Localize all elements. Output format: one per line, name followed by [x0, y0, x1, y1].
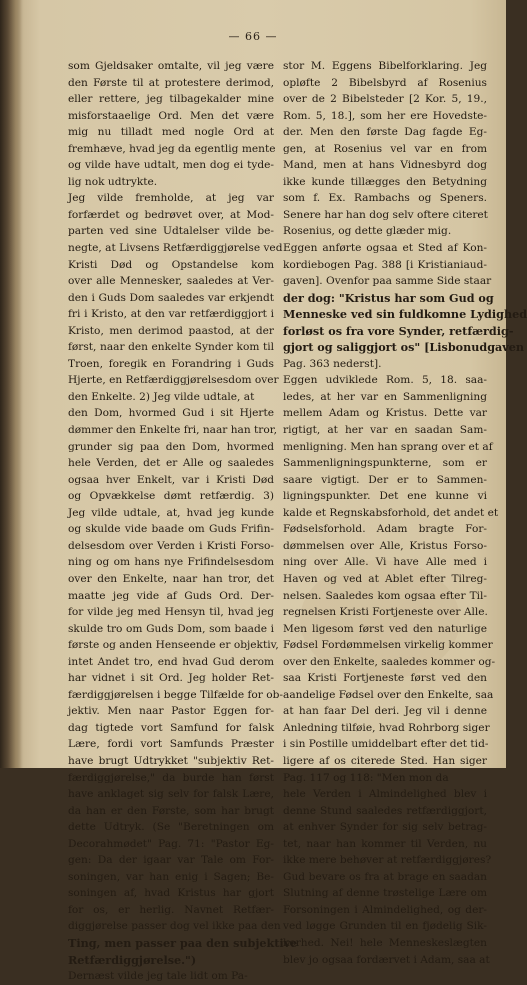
text-line: gen, at Rosenius vel var en from	[283, 142, 487, 155]
text-line: gjort og saliggjort os" [Lisbonudgaven	[283, 340, 525, 355]
text-line: saare vigtigt. Der er to Sammen-	[283, 473, 487, 486]
page-number: — 66 —	[228, 30, 278, 43]
text-line: menligning. Men han sprang over et af	[283, 440, 493, 453]
text-line: ikke mere behøver at retfærdiggjøres?	[283, 854, 492, 867]
text-line: Jeg vilde fremholde, at jeg var	[68, 192, 274, 205]
text-line: har vidnet i sit Ord. Jeg holder Ret-	[68, 672, 274, 685]
text-line: første og anden Henseende er objektiv,	[68, 639, 279, 652]
text-line: Troen, foregik en Forandring i Guds	[68, 357, 274, 370]
text-line: ning over Alle. Vi have Alle med i	[283, 556, 487, 569]
text-line: saa Kristi Fortjeneste først ved den	[283, 672, 487, 685]
text-line: lig nok udtrykte.	[68, 175, 158, 188]
text-line: over den Enkelte, saaledes kommer og-	[283, 655, 496, 668]
text-line: maatte jeg vide af Guds Ord. Der-	[68, 589, 274, 602]
text-line: den Enkelte. 2) Jeg vilde udtale, at	[68, 390, 255, 403]
text-line: og Opvækkelse dømt retfærdig. 3)	[68, 490, 274, 503]
text-line: Sammenligningspunkterne, som er	[283, 457, 487, 470]
text-line: Jeg vilde udtale, at, hvad jeg kunde	[68, 506, 274, 519]
text-line: intet Andet tro, end hvad Gud derom	[68, 655, 274, 668]
text-line: kordiebogen Pag. 388 [i Kristianiaud-	[283, 258, 487, 271]
text-line: Fødsel Fordømmelsen virkelig kommer	[283, 639, 493, 652]
text-line: Pag. 117 og 118: "Men mon da	[283, 771, 449, 784]
text-line: stor M. Eggens Bibelforklaring. Jeg	[283, 60, 487, 72]
text-line: Senere har han dog selv oftere citeret	[283, 208, 488, 221]
text-line: misforstaaelige Ord. Men det være	[68, 109, 274, 122]
text-line: som f. Ex. Rambachs og Speners.	[283, 192, 487, 205]
text-line: soningen af, hvad Kristus har gjort	[68, 887, 274, 900]
text-line: Decorahmødet" Pag. 71: "Pastor Eg-	[68, 837, 274, 850]
text-line: opløfte 2 Bibelsbyrd af Rosenius	[283, 76, 487, 89]
right-column	[283, 58, 527, 968]
text-line: ligningspunkter. Det ene kunne vi	[283, 490, 487, 503]
text-line: nelsen. Saaledes kom ogsaa efter Til-	[283, 589, 487, 602]
text-line: soningen, var han enig i Sagen; Be-	[68, 870, 274, 883]
text-line: have anklaget sig selv for falsk Lære,	[68, 788, 274, 801]
text-line: for vilde jeg med Hensyn til, hvad jeg	[68, 606, 274, 619]
text-line: Fødselsforhold. Adam bragte For-	[283, 523, 487, 536]
text-line: forfærdet og bedrøvet over, at Mod-	[68, 208, 274, 221]
text-line: at han faar Del deri. Jeg vil i denne	[283, 705, 487, 718]
text-line: kerhed. Nei! hele Menneskeslægten	[283, 936, 487, 949]
left-column	[68, 58, 298, 985]
text-line: for os, er herlig. Navnet Retfær-	[68, 903, 274, 916]
text-line: parten ved sine Udtalelser vilde be-	[68, 225, 274, 238]
text-line: og vilde have udtalt, men dog ei tyde-	[68, 159, 274, 172]
text-line: gen: Da der igaar var Tale om For-	[68, 854, 274, 867]
text-line: Dernæst vilde jeg tale lidt om Pa-	[68, 970, 248, 983]
text-line: hele Verden i Almindelighed blev i	[283, 788, 487, 801]
text-line: delsesdom over Verden i Kristi Forso-	[68, 539, 274, 552]
text-line: ikke kunde tillægges den Betydning	[283, 175, 487, 188]
text-line: Hjerte, en Retfærdiggjørelsesdom over	[68, 374, 279, 387]
text-line: Men ligesom først ved den naturlige	[283, 622, 487, 635]
text-line: Rosenius, og dette glæder mig.	[283, 225, 452, 238]
text-line: Rom. 5, 18.], som her ere Hovedste-	[283, 109, 487, 122]
text-line: først, naar den enkelte Synder kom til	[68, 341, 274, 354]
text-line: dette Udtryk. (Se "Beretningen om	[68, 821, 274, 834]
text-line: og skulde vide baade om Guds Frifin-	[68, 523, 274, 536]
text-line: mig nu tilladt med nogle Ord at	[68, 126, 274, 139]
text-line: hele Verden, det er Alle og saaledes	[68, 457, 274, 470]
text-line: Eggen udviklede Rom. 5, 18. saa-	[283, 374, 487, 387]
text-line: ledes, at her var en Sammenligning	[283, 390, 487, 403]
text-line: rigtigt, at her var en saadan Sam-	[283, 424, 487, 437]
text-line: have brugt Udtrykket "subjektiv Ret-	[68, 754, 274, 767]
text-line: færdiggjørelse," da burde han først	[68, 771, 274, 784]
text-line: jektiv. Men naar Pastor Eggen for-	[68, 705, 274, 718]
text-line: negte, at Livsens Retfærdiggjørelse ved	[68, 242, 283, 255]
text-line: over den Enkelte, naar han tror, det	[68, 572, 274, 585]
text-line: mellem Adam og Kristus. Dette var	[283, 407, 487, 420]
text-line: ligere af os citerede Sted. Han siger	[283, 754, 487, 767]
text-line: Mand, men at hans Vidnesbyrd dog	[283, 159, 487, 172]
book-spine	[0, 0, 22, 768]
text-line: aandelige Fødsel over den Enkelte, saa	[283, 688, 494, 701]
text-line: Forsoningen i Almindelighed, og der-	[283, 903, 487, 916]
text-line: fremhæve, hvad jeg da egentlig mente	[68, 142, 276, 155]
text-line: over alle Mennesker, saaledes at Ver-	[68, 275, 274, 288]
text-line: færdiggjørelsen i begge Tilfælde for ob-	[68, 688, 283, 701]
text-line: at enhver Synder for sig selv betrag-	[283, 821, 487, 834]
text-line: ved løgge Grunden til en fjødelig Sik-	[283, 920, 487, 933]
text-line: dømmelsen over Alle, Kristus Forso-	[283, 539, 487, 552]
text-line: dag tigtede vort Samfund for falsk	[68, 721, 274, 734]
text-line: denne Stund saaledes retfærdiggjort,	[283, 804, 487, 817]
text-line: i sin Postille umiddelbart efter det tid-	[283, 738, 489, 751]
text-line: Retfærdiggjørelse.")	[68, 952, 197, 967]
text-line: regnelsen Kristi Fortjeneste over Alle.	[283, 606, 488, 619]
text-line: Lære, fordi vort Samfunds Præster	[68, 738, 274, 751]
text-line: blev jo ogsaa fordærvet i Adam, saa at	[283, 953, 490, 966]
text-line: eller rettere, jeg tilbagekalder mine	[68, 93, 274, 106]
text-line: gaven]. Ovenfor paa samme Side staar	[283, 275, 492, 288]
text-line: Gud bevare os fra at brage en saadan	[283, 870, 487, 883]
text-line: den Dom, hvormed Gud i sit Hjerte	[68, 407, 274, 420]
text-line: fri i Kristo, at den var retfærdiggjort i	[68, 308, 274, 321]
text-line: Kristo, men derimod paastod, at der	[68, 324, 274, 337]
text-line: der. Men den første Dag fagde Eg-	[283, 126, 487, 139]
text-line: diggjørelse passer dog vel ikke paa den	[68, 920, 281, 933]
text-line: da han er den Første, som har brugt	[68, 804, 274, 817]
text-line: Anledning tilføie, hvad Rohrborg siger	[283, 721, 490, 734]
text-line: der dog: "Kristus har som Gud og	[283, 290, 494, 305]
text-line: over de 2 Bibelsteder [2 Kor. 5, 19.,	[283, 93, 487, 106]
text-line: skulde tro om Guds Dom, som baade i	[68, 622, 274, 635]
text-line: forløst os fra vore Synder, retfærdig-	[283, 323, 514, 338]
text-line: den i Guds Dom saaledes var erkjendt	[68, 291, 274, 304]
text-line: Haven og ved at Ablet efter Tilreg-	[283, 572, 487, 585]
text-line: tet, naar han kommer til Verden, nu	[283, 837, 487, 850]
text-line: ogsaa hver Enkelt, var i Kristi Død	[68, 473, 274, 486]
text-line: Menneske ved sin fuldkomne Lydighed	[283, 307, 527, 322]
text-line: som Gjeldsaker omtalte, vil jeg være	[68, 60, 274, 72]
text-line: Eggen anførte ogsaa et Sted af Kon-	[283, 242, 487, 255]
text-line: Ting, men passer paa den subjektive	[68, 935, 298, 950]
text-line: den Første til at protestere derimod,	[68, 76, 274, 89]
text-line: ning og om hans nye Frifindelsesdom	[68, 556, 274, 569]
text-line: dømmer den Enkelte fri, naar han tror,	[68, 424, 278, 437]
text-line: Pag. 363 nederst].	[283, 357, 382, 370]
text-line: kalde et Regnskabsforhold, det andet et	[283, 506, 499, 519]
text-line: Kristi Død og Opstandelse kom	[68, 258, 274, 271]
text-line: grunder sig paa den Dom, hvormed	[68, 440, 274, 453]
text-line: Slutning af denne trøstelige Lære om	[283, 887, 487, 900]
